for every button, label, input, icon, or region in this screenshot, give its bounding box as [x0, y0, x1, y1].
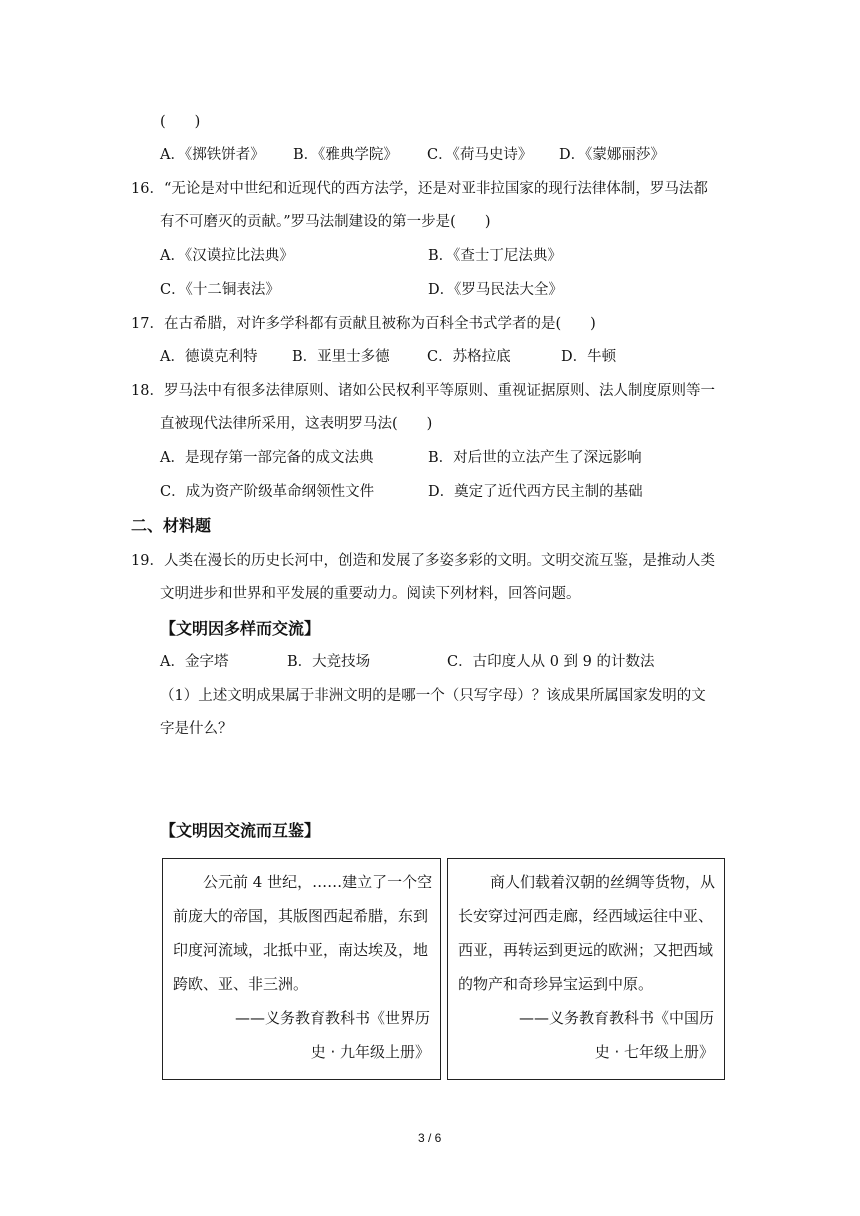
material-right-source-line2: 史 · 七年级上册》 — [594, 1043, 714, 1061]
material-left-line1: 公元前 4 世纪，……建立了一个空 — [203, 873, 433, 891]
material-right-line3: 西亚，再转运到更远的欧洲；又把西域 — [458, 941, 714, 959]
q19-heading-exchange: 【文明因交流而互鉴】 — [160, 821, 321, 840]
q16-option-a: A．《汉谟拉比法典》 — [160, 248, 294, 264]
q15-paren: ( ) — [160, 114, 201, 130]
material-left-source-line1: ——义务教育教科书《世界历 — [234, 1009, 430, 1027]
material-left-source-line2: 史 · 九年级上册》 — [310, 1043, 430, 1061]
material-left-line2: 前庞大的帝国，其版图西起希腊，东到 — [173, 907, 429, 925]
q15-option-a: A．《掷铁饼者》 — [160, 147, 265, 163]
q16-stem-line2: 有不可磨灭的贡献。”罗马法制建设的第一步是( ) — [160, 214, 491, 230]
q19-option-c: C．古印度人从 0 到 9 的计数法 — [447, 654, 655, 670]
material-right-source-line1: ——义务教育教科书《中国历 — [518, 1009, 714, 1027]
q16-option-b: B．《查士丁尼法典》 — [428, 248, 562, 264]
q19-subquestion1-line2: 字是什么？ — [160, 721, 233, 737]
material-right-line2: 长安穿过河西走廊，经西域运往中亚、 — [458, 907, 714, 925]
q16-stem-line1: 16．“无论是对中世纪和近现代的西方法学，还是对亚非拉国家的现行法律体制，罗马法都 — [131, 181, 708, 197]
material-left-line3: 印度河流域，北抵中亚，南达埃及，地 — [173, 941, 429, 959]
q19-stem-line1: 19．人类在漫长的历史长河中，创造和发展了多姿多彩的文明。文明交流互鉴，是推动人类 — [131, 553, 715, 569]
q19-subquestion1-line1: （1）上述文明成果属于非洲文明的是哪一个（只写字母）？该成果所属国家发明的文 — [160, 688, 706, 704]
q18-option-d: D．奠定了近代西方民主制的基础 — [428, 484, 643, 500]
q19-option-a: A．金字塔 — [160, 654, 229, 670]
q19-option-b: B．大竞技场 — [287, 654, 371, 670]
q15-option-d: D．《蒙娜丽莎》 — [559, 147, 665, 163]
material-box-china-history — [447, 858, 725, 1080]
q16-option-c: C．《十二铜表法》 — [160, 282, 280, 298]
material-right-line4: 的物产和奇珍异宝运到中原。 — [458, 975, 654, 993]
material-right-line1: 商人们载着汉朝的丝绸等货物，从 — [490, 873, 716, 891]
section-heading-materials: 二、材料题 — [131, 516, 212, 535]
q16-option-d: D．《罗马民法大全》 — [428, 282, 563, 298]
q18-option-b: B．对后世的立法产生了深远影响 — [428, 450, 642, 466]
q15-option-c: C．《荷马史诗》 — [427, 147, 533, 163]
q17-option-c: C．苏格拉底 — [427, 349, 511, 365]
material-left-line4: 跨欧、亚、非三洲。 — [173, 975, 309, 993]
page-number: 3 / 6 — [418, 1131, 442, 1145]
q18-stem-line1: 18．罗马法中有很多法律原则、诸如公民权利平等原则、重视证据原则、法人制度原则等一 — [131, 383, 715, 399]
q19-heading-diversity: 【文明因多样而交流】 — [160, 619, 321, 638]
q18-option-a: A．是现存第一部完备的成文法典 — [160, 450, 374, 466]
q19-stem-line2: 文明进步和世界和平发展的重要动力。阅读下列材料，回答问题。 — [160, 586, 581, 602]
q17-option-d: D．牛顿 — [561, 349, 617, 365]
q18-option-c: C．成为资产阶级革命纲领性文件 — [160, 484, 375, 500]
q17-option-a: A．德谟克利特 — [160, 349, 258, 365]
q17-stem: 17．在古希腊，对许多学科都有贡献且被称为百科全书式学者的是( ) — [131, 316, 596, 332]
q17-option-b: B．亚里士多德 — [292, 349, 390, 365]
q18-stem-line2: 直被现代法律所采用，这表明罗马法( ) — [160, 416, 433, 432]
q15-option-b: B．《雅典学院》 — [293, 147, 398, 163]
material-box-world-history — [162, 858, 441, 1080]
